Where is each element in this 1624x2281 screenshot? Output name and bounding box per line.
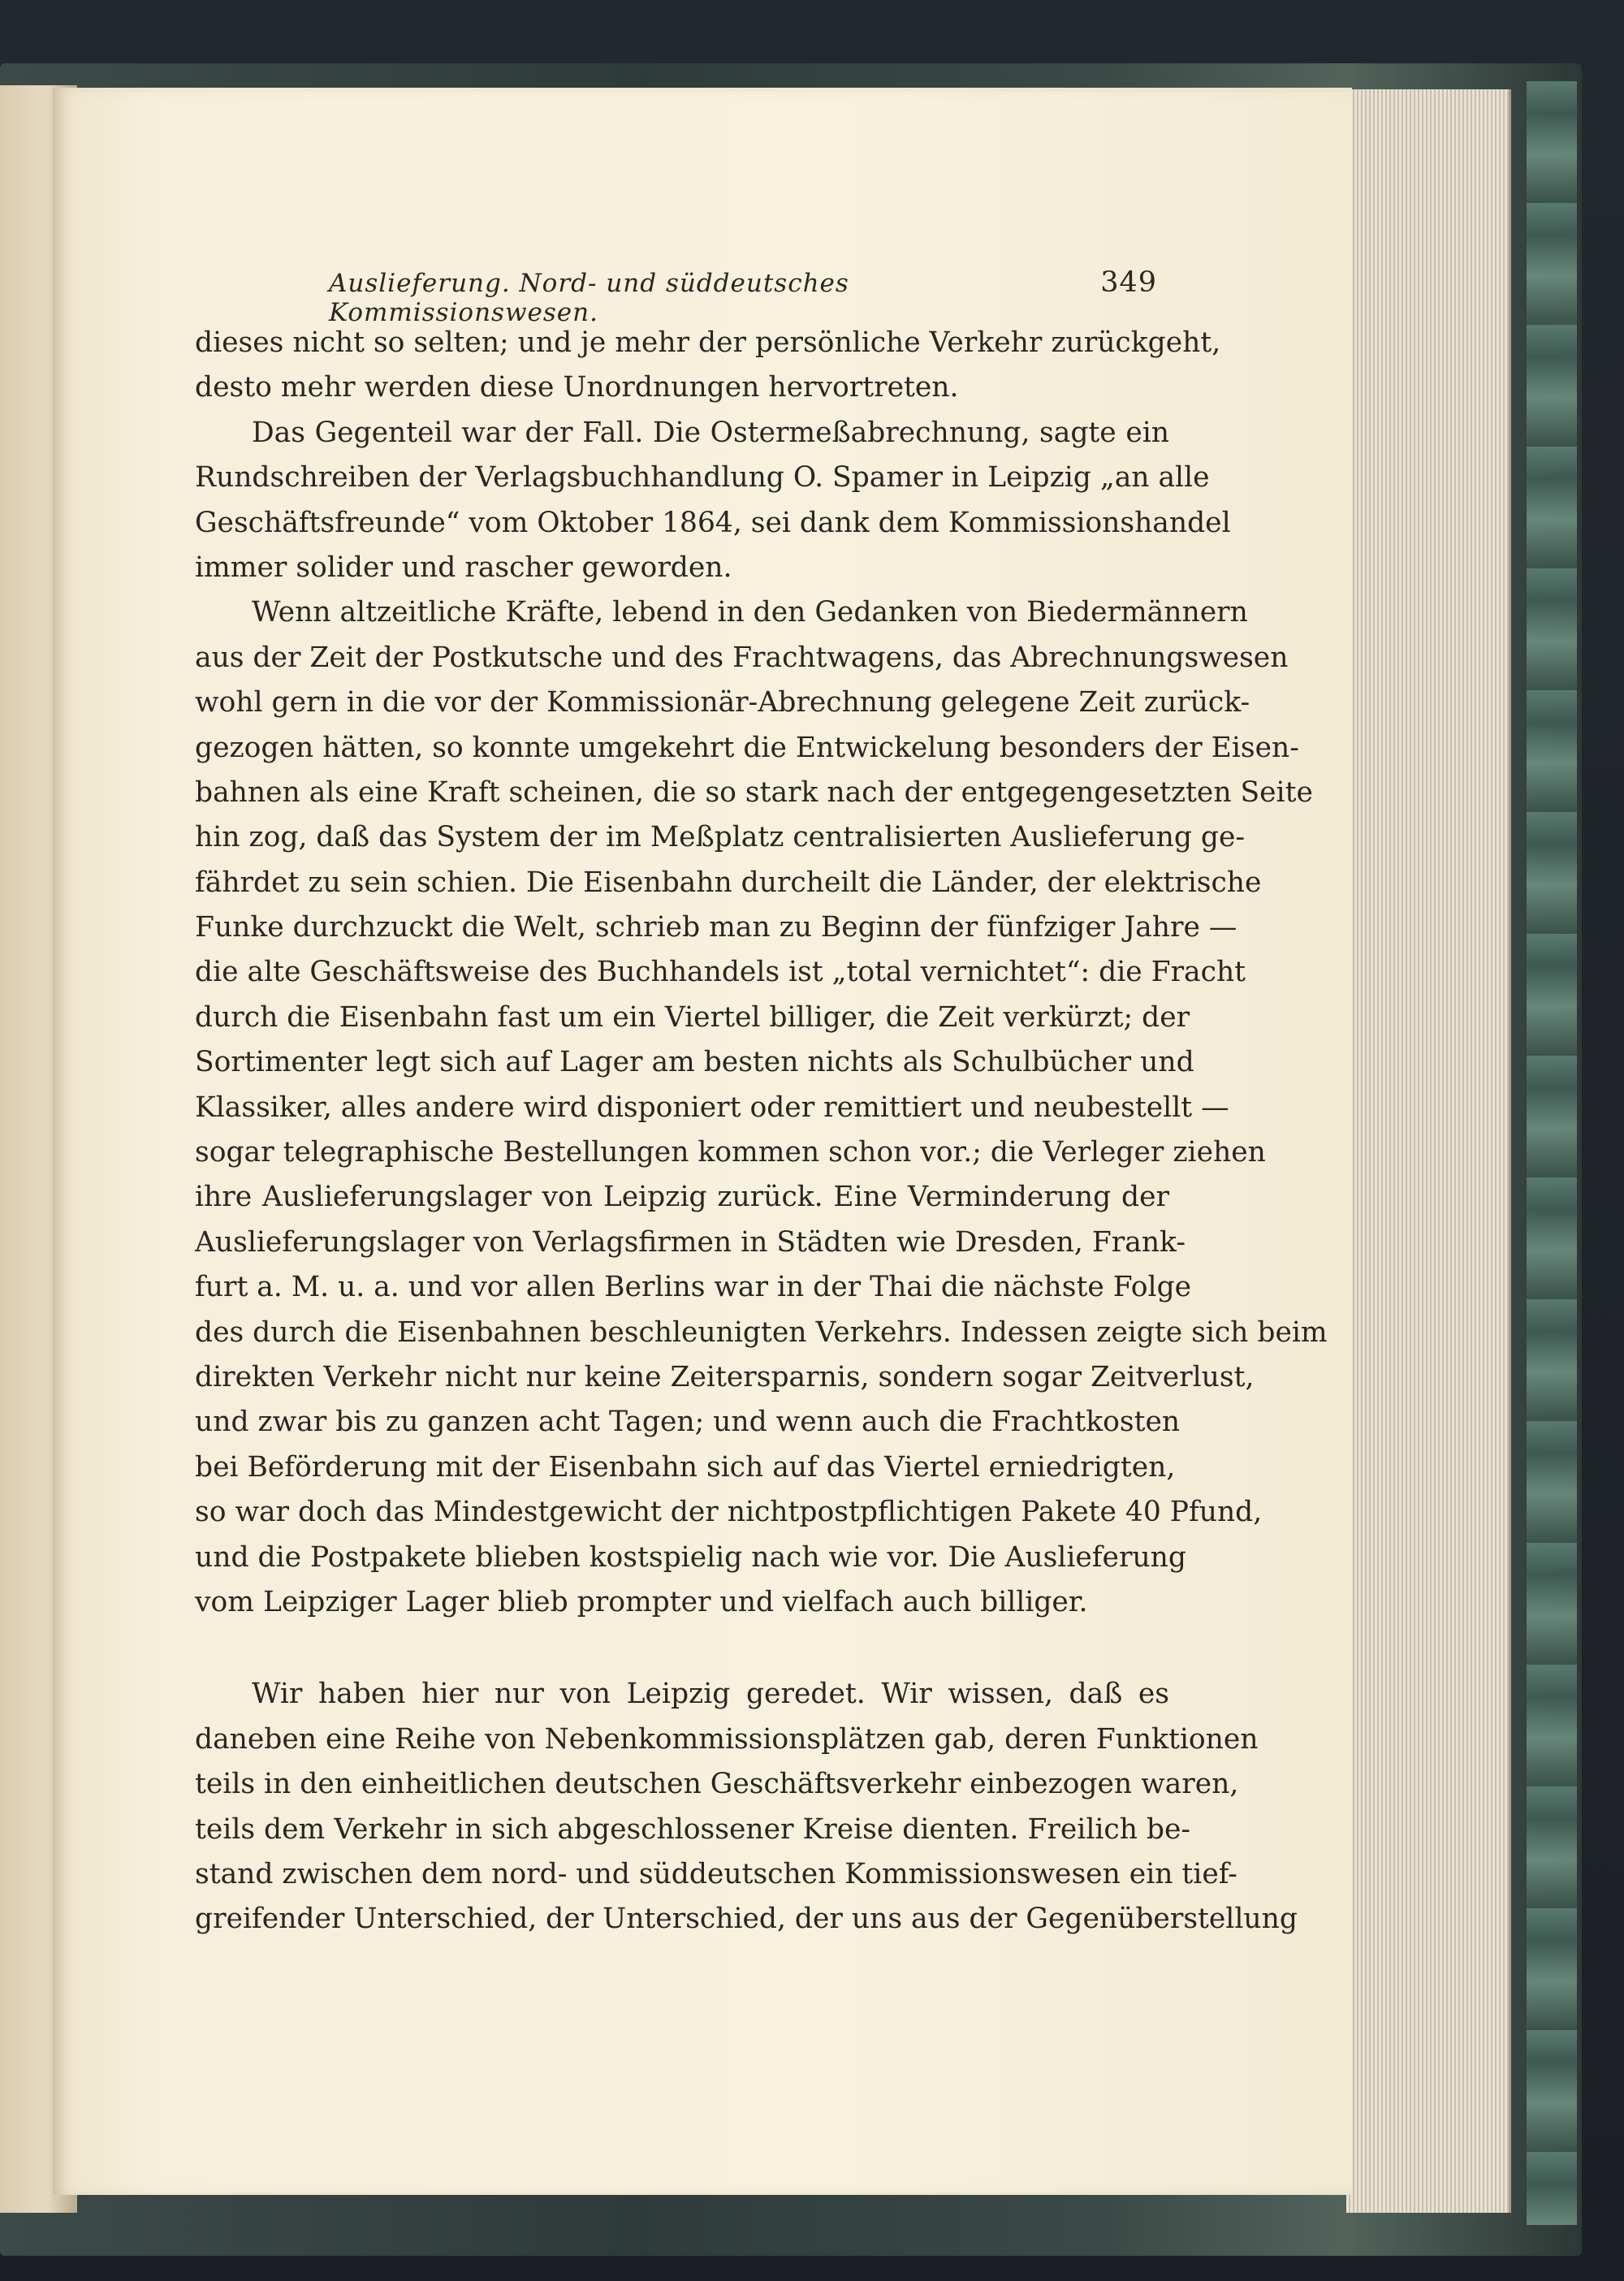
text-line: teils dem Verkehr in sich abgeschlossener Kreise dienten. Freilich be- [195,1812,1191,1846]
text-line: teils in den einheitlichen deutschen Geschäftsverkehr einbezogen waren, [195,1768,1239,1801]
text-line: desto mehr werden diese Unordnungen hervortreten. [195,371,959,404]
text-line: bahnen als eine Kraft scheinen, die so stark nach der entgegengesetzten Seite [195,775,1313,809]
text-line: so war doch das Mindestgewicht der nichtpostpflichtigen Pakete 40 Pfund, [195,1496,1263,1529]
text-line: Geschäftsfreunde“ vom Oktober 1864, sei dank dem Kommissionshandel [195,506,1231,539]
text-line: furt a. M. u. a. und vor allen Berlins war in der Thai die nächste Folge [195,1271,1192,1304]
text-line: Auslieferungslager von Verlagsfirmen in Städten wie Dresden, Frank- [195,1225,1186,1259]
running-head: Auslieferung. Nord- und süddeutsches Kommissionswesen. [329,269,849,327]
page-stack-edges [1346,89,1511,2213]
text-line: dieses nicht so selten; und je mehr der persönliche Verkehr zurückgeht, [195,326,1221,359]
text-line: sogar telegraphische Bestellungen kommen schon vor.; die Verleger ziehen [195,1136,1266,1169]
text-line: hin zog, daß das System der im Meßplatz centralisierten Auslieferung ge- [195,821,1246,854]
text-line: daneben eine Reihe von Nebenkommissionsplätzen gab, deren Funktionen [195,1722,1259,1756]
text-line: Das Gegenteil war der Fall. Die Ostermeßabrechnung, sagte ein [252,416,1169,449]
text-line: greifender Unterschied, der Unterschied, der uns aus der Gegenüberstellung [195,1903,1298,1936]
text-line: durch die Eisenbahn fast um ein Viertel billiger, die Zeit verkürzt; der [195,1000,1190,1034]
page-number: 349 [1100,266,1157,299]
text-line: Wir haben hier nur von Leipzig geredet. Wir wissen, daß es [252,1678,1169,1711]
marbled-cover-edge [1527,81,1577,2225]
text-line: wohl gern in die vor der Kommissionär-Abrechnung gelegene Zeit zurück- [195,686,1250,719]
text-line: und die Postpakete blieben kostspielig nach wie vor. Die Auslieferung [195,1540,1186,1574]
text-line: Rundschreiben der Verlagsbuchhandlung O. Spamer in Leipzig „an alle [195,461,1210,495]
text-line: Klassiker, alles andere wird disponiert oder remittiert und neubestellt — [195,1091,1229,1124]
text-line: des durch die Eisenbahnen beschleunigten Verkehrs. Indessen zeigte sich beim [195,1315,1328,1349]
body-text [195,321,1328,1942]
text-line: ihre Auslieferungslager von Leipzig zurück. Eine Verminderung der [195,1181,1169,1214]
text-line: immer solider und rascher geworden. [195,551,732,584]
page-header [329,266,1157,327]
text-line: bei Beförderung mit der Eisenbahn sich auf das Viertel erniedrigten, [195,1450,1176,1484]
text-line: stand zwischen dem nord- und süddeutschen Kommissionswesen ein tief- [195,1857,1237,1890]
text-line: Sortimenter legt sich auf Lager am besten nichts als Schulbücher und [195,1046,1194,1079]
text-line: Wenn altzeitliche Kräfte, lebend in den Gedanken von Biedermännern [252,596,1248,629]
paragraph-gap [195,1625,1169,1672]
text-line: die alte Geschäftsweise des Buchhandels ist „total vernichtet“: die Fracht [195,956,1246,989]
text-line: fährdet zu sein schien. Die Eisenbahn durcheilt die Länder, der elektrische [195,866,1262,899]
text-line: und zwar bis zu ganzen acht Tagen; und wenn auch die Frachtkosten [195,1406,1181,1439]
text-line: aus der Zeit der Postkutsche und des Frachtwagens, das Abrechnungswesen [195,641,1289,674]
text-line: gezogen hätten, so konnte umgekehrt die Entwickelung besonders der Eisen- [195,731,1299,764]
text-line: vom Leipziger Lager blieb prompter und vielfach auch billiger. [195,1585,1088,1618]
text-line: Funke durchzuckt die Welt, schrieb man zu Beginn der fünfziger Jahre — [195,911,1237,944]
text-line: direkten Verkehr nicht nur keine Zeitersparnis, sondern sogar Zeitverlust, [195,1360,1255,1393]
